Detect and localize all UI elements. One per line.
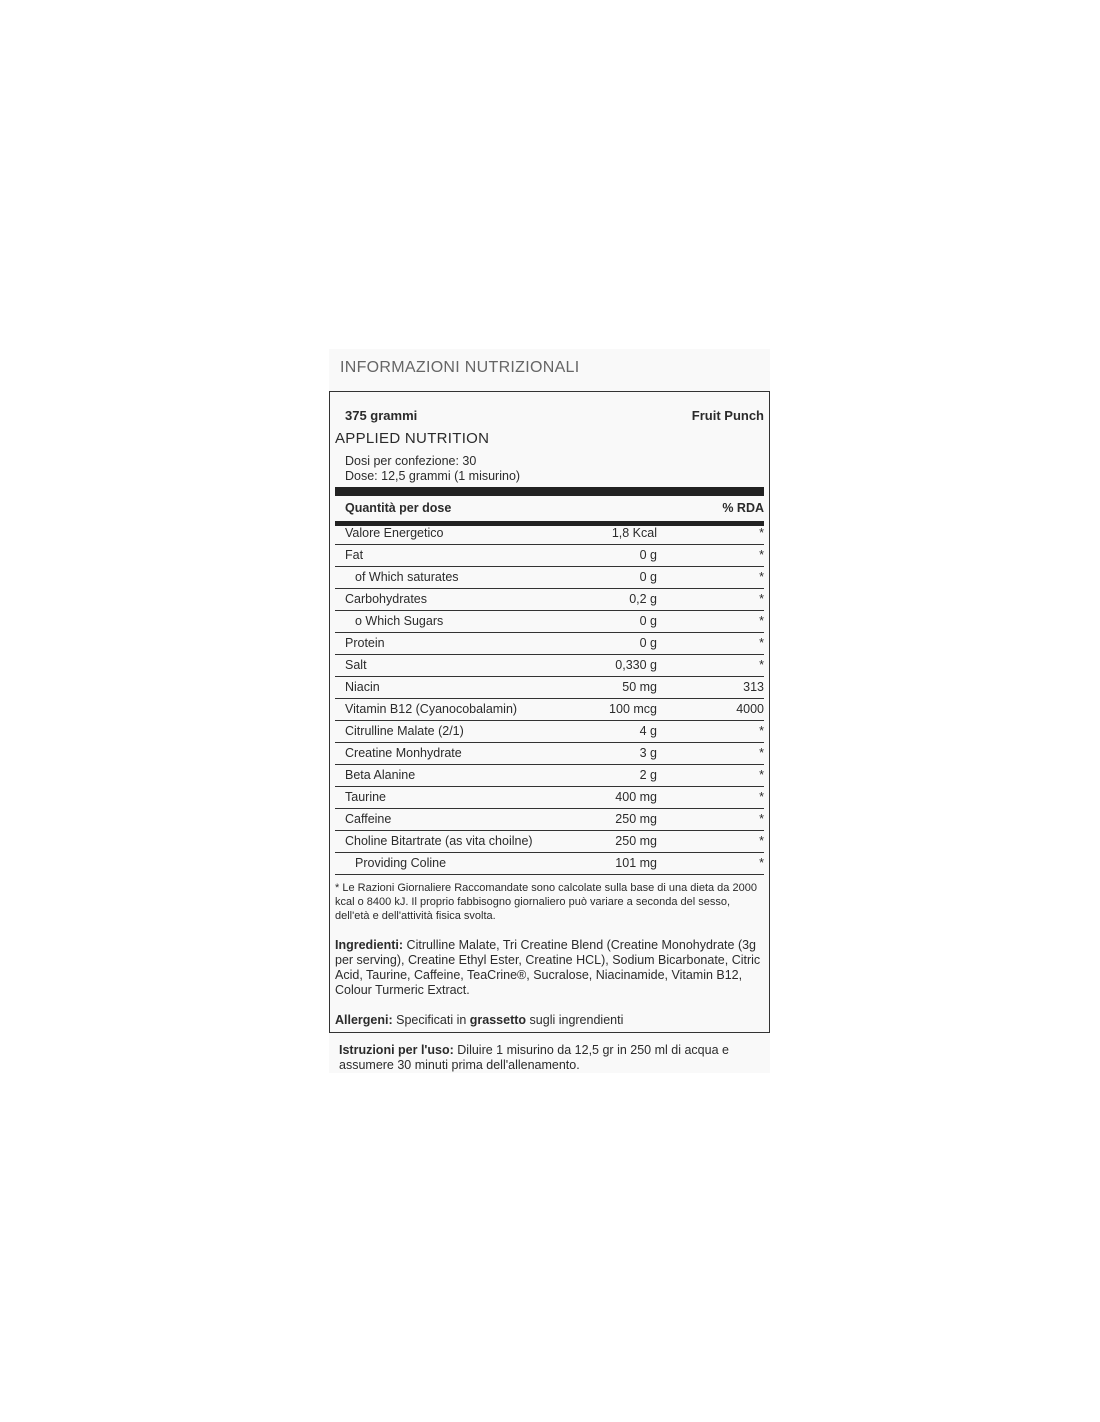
allergens-before: Specificati in [392, 1013, 470, 1027]
serving-info [345, 454, 520, 484]
nutrient-rda: 313 [743, 680, 764, 694]
nutrient-name: Salt [345, 658, 367, 672]
nutrient-rda: * [759, 548, 764, 562]
nutrient-name: of Which saturates [355, 570, 459, 584]
table-row [335, 567, 764, 589]
nutrient-qty: 100 mcg [609, 702, 657, 716]
ingredients-label: Ingredienti: [335, 938, 404, 952]
servings-per-pack: Dosi per confezione: 30 [345, 454, 477, 468]
ingredients-list: Citrulline Malate, Tri Creatine Blend (Creatine Monohydrate (3g per serving), Creatine Ethyl Ester, Creatine HCL), Sodium Bicarbonate, Citric Acid, Taurine, Caffeine, TeaCrine®, Sucralose, Niacinamide, Vitamin B12, Colour Turmeric Extract. [335, 938, 761, 997]
nutrient-rda: * [759, 812, 764, 826]
nutrition-panel [329, 349, 770, 1073]
table-row [335, 765, 764, 787]
nutrient-name: Caffeine [345, 812, 392, 826]
nutrient-qty: 400 mg [615, 790, 657, 804]
allergens-label: Allergeni: [335, 1013, 393, 1027]
table-row [335, 655, 764, 677]
nutrient-rda: * [759, 592, 764, 606]
nutrient-qty: 0 g [639, 614, 657, 628]
table-row [335, 809, 764, 831]
nutrient-rda: * [759, 856, 764, 870]
product-flavour: Fruit Punch [691, 408, 764, 423]
nutrient-name: Choline Bitartrate (as vita choilne) [345, 834, 533, 848]
nutrient-rda: * [759, 834, 764, 848]
header-quantity: Quantità per dose [345, 501, 452, 515]
table-row [335, 743, 764, 765]
allergens-text [335, 1013, 623, 1027]
nutrition-rows [335, 523, 764, 875]
nutrient-name: o Which Sugars [355, 614, 444, 628]
instructions-text: Diluire 1 misurino da 12,5 gr in 250 ml di acqua e assumere 30 minuti prima dell'allenamento. [339, 1043, 729, 1072]
nutrient-qty: 0 g [639, 636, 657, 650]
usage-instructions [339, 1043, 764, 1073]
brand-name: APPLIED NUTRITION [335, 430, 490, 447]
nutrient-name: Fat [345, 548, 364, 562]
divider-bar [335, 487, 764, 496]
nutrient-rda: * [759, 526, 764, 540]
nutrient-qty: 0 g [639, 570, 657, 584]
nutrient-name: Valore Energetico [345, 526, 444, 540]
nutrient-qty: 0 g [639, 548, 657, 562]
nutrient-name: Carbohydrates [345, 592, 427, 606]
table-row [335, 611, 764, 633]
nutrient-rda: 4000 [736, 702, 764, 716]
table-header [335, 496, 764, 526]
nutrient-rda: * [759, 614, 764, 628]
nutrient-qty: 1,8 Kcal [611, 526, 657, 540]
nutrient-name: Protein [345, 636, 385, 650]
ingredients-text [335, 938, 763, 998]
table-row [335, 633, 764, 655]
nutrient-rda: * [759, 636, 764, 650]
instructions-label: Istruzioni per l'uso: [339, 1043, 454, 1057]
nutrient-rda: * [759, 746, 764, 760]
nutrient-qty: 250 mg [615, 834, 657, 848]
table-row [335, 853, 764, 875]
table-row [335, 721, 764, 743]
section-title: INFORMAZIONI NUTRIZIONALI [340, 359, 580, 376]
nutrient-rda: * [759, 724, 764, 738]
nutrient-name: Providing Coline [355, 856, 447, 870]
nutrient-name: Taurine [345, 790, 386, 804]
product-weight: 375 grammi [345, 408, 418, 423]
rda-footnote: * Le Razioni Giornaliere Raccomandate sono calcolate sulla base di una dieta da 2000 kcal o 8400 kJ. Il proprio fabbisogno giornaliero può variare a seconda del sesso, dell'età e dell'attività fisica svolta. [335, 882, 757, 922]
nutrient-qty: 2 g [639, 768, 657, 782]
nutrient-name: Niacin [345, 680, 380, 694]
table-row [335, 677, 764, 699]
nutrient-qty: 101 mg [615, 856, 657, 870]
nutrient-name: Vitamin B12 (Cyanocobalamin) [345, 702, 518, 716]
table-row [335, 523, 764, 545]
table-row [335, 545, 764, 567]
nutrient-qty: 50 mg [622, 680, 657, 694]
nutrient-qty: 3 g [639, 746, 657, 760]
nutrient-rda: * [759, 658, 764, 672]
nutrient-qty: 4 g [639, 724, 657, 738]
nutrient-qty: 0,330 g [615, 658, 657, 672]
table-row [335, 831, 764, 853]
nutrient-name: Citrulline Malate (2/1) [345, 724, 464, 738]
allergens-after: sugli ingrendienti [526, 1013, 624, 1027]
nutrient-qty: 250 mg [615, 812, 657, 826]
serving-size: Dose: 12,5 grammi (1 misurino) [345, 469, 521, 483]
nutrient-qty: 0,2 g [629, 592, 657, 606]
table-row [335, 589, 764, 611]
allergens-bold-word: grassetto [469, 1013, 527, 1027]
nutrient-rda: * [759, 768, 764, 782]
table-row [335, 787, 764, 809]
nutrient-name: Creatine Monhydrate [345, 746, 462, 760]
table-row [335, 699, 764, 721]
header-rda: % RDA [722, 501, 764, 515]
nutrient-name: Beta Alanine [345, 768, 416, 782]
nutrient-rda: * [759, 790, 764, 804]
nutrient-rda: * [759, 570, 764, 584]
nutrition-label [329, 391, 770, 1033]
